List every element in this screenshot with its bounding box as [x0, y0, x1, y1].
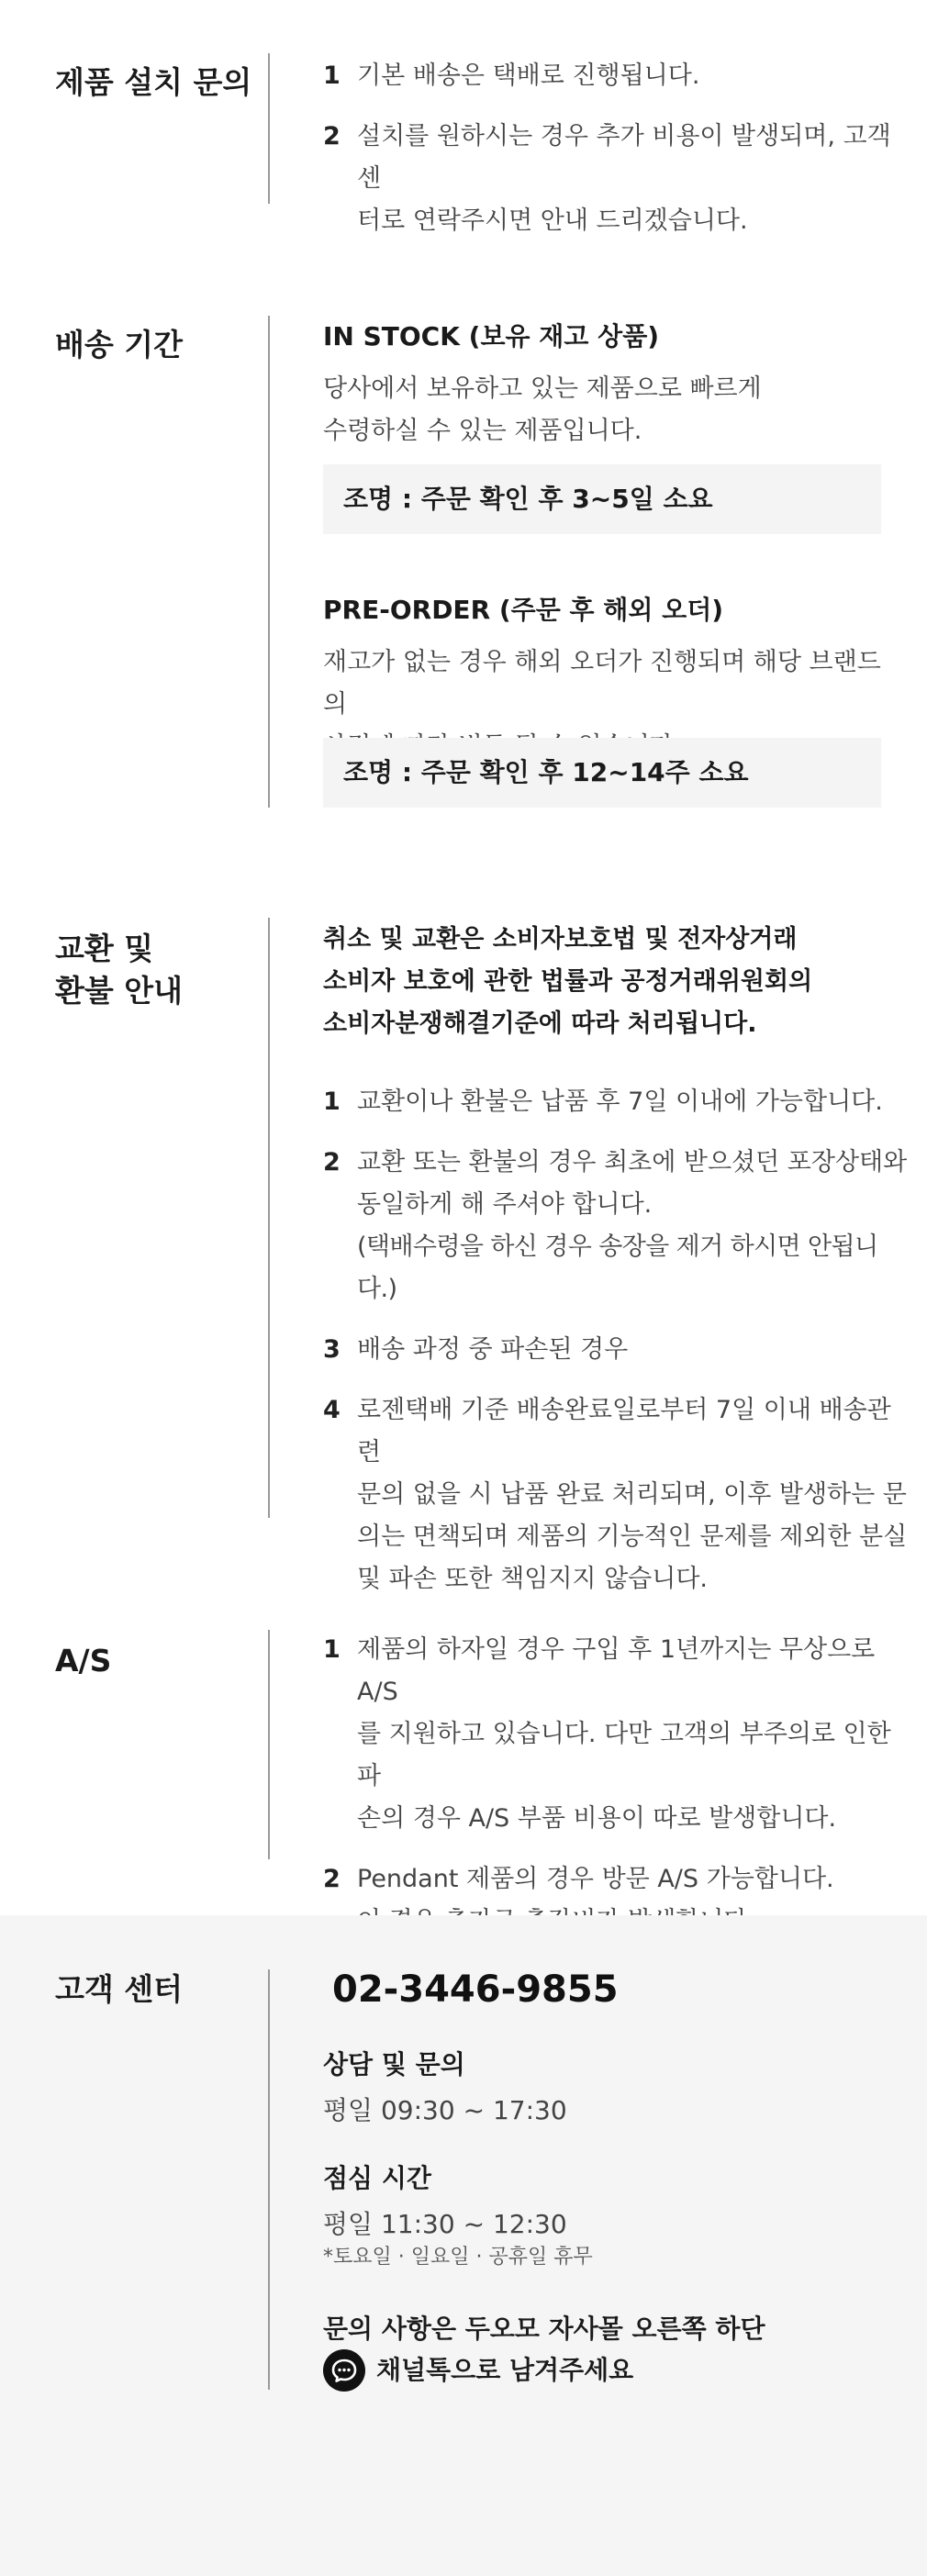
- phone-number[interactable]: 02-3446-9855: [332, 1968, 619, 2011]
- shipping-divider: [268, 316, 270, 808]
- customer-center-title: 고객 센터: [55, 1971, 184, 2007]
- as-list: [323, 1629, 892, 1943]
- item-text: 교환 또는 환불의 경우 최초에 받으셨던 포장상태와: [357, 1148, 908, 1176]
- inquiry-guide: 문의 사항은 두오모 자사몰 오른쪽 하단: [323, 2314, 765, 2344]
- desc-line: 수령하실 수 있는 제품입니다.: [323, 417, 642, 445]
- item-text: 문의 없을 시 납품 완료 처리되며, 이후 발생하는 문: [357, 1480, 907, 1509]
- holiday-note: *토요일 · 일요일 · 공휴일 휴무: [323, 2246, 593, 2269]
- item-text: 손의 경우 A/S 부품 비용이 따로 발생합니다.: [357, 1804, 837, 1833]
- list-item: [323, 1142, 910, 1310]
- refund-lead: [323, 919, 892, 1045]
- item-text: 터로 연락주시면 안내 드리겠습니다.: [357, 206, 748, 235]
- item-text: 를 지원하고 있습니다. 다만 고객의 부주의로 인한 파: [357, 1720, 891, 1790]
- lead-line: 취소 및 교환은 소비자보호법 및 전자상거래: [323, 925, 798, 953]
- item-text: 기본 배송은 택배로 진행됩니다.: [357, 61, 700, 90]
- item-text: 동일하게 해 주셔야 합니다.: [357, 1190, 653, 1219]
- lunch-hours: 평일 11:30 ~ 12:30: [323, 2209, 567, 2239]
- item-number: 3: [323, 1335, 341, 1364]
- chat-bubble-icon[interactable]: [323, 2349, 365, 2392]
- shipping-title: 배송 기간: [55, 327, 184, 362]
- item-text: (택배수령을 하신 경우 송장을 제거 하시면 안됩니다.): [357, 1232, 878, 1303]
- refund-list: [323, 1081, 910, 1600]
- lunch-label: 점심 시간: [323, 2163, 431, 2193]
- item-text: 로젠택배 기준 배송완료일로부터 7일 이내 배송관련: [357, 1396, 891, 1466]
- in-stock-lead-time: 조명 : 주문 확인 후 3~5일 소요: [323, 464, 881, 534]
- list-item: [323, 116, 892, 242]
- item-number: 4: [323, 1396, 341, 1424]
- list-item: [323, 1329, 910, 1371]
- item-number: 2: [323, 1148, 341, 1176]
- lead-line: 소비자 보호에 관한 법률과 공정거래위원회의: [323, 967, 813, 996]
- channel-talk-link[interactable]: 채널톡으로 남겨주세요: [376, 2355, 634, 2385]
- item-number: 2: [323, 1865, 341, 1893]
- lead-line: 소비자분쟁해결기준에 따라 처리됩니다.: [323, 1009, 757, 1038]
- title-line: 교환 및: [55, 931, 154, 966]
- item-text: 의는 면책되며 제품의 기능적인 문제를 제외한 분실: [357, 1522, 908, 1551]
- as-title: A/S: [55, 1643, 112, 1678]
- consult-label: 상담 및 문의: [323, 2049, 465, 2080]
- install-divider: [268, 53, 270, 204]
- item-text: 설치를 원하시는 경우 추가 비용이 발생되며, 고객 센: [357, 122, 891, 193]
- list-item: [323, 1389, 910, 1600]
- in-stock-desc: [323, 368, 892, 452]
- item-text: 교환이나 환불은 납품 후 7일 이내에 가능합니다.: [357, 1087, 883, 1116]
- item-number: 2: [323, 122, 341, 151]
- desc-line: 당사에서 보유하고 있는 제품으로 빠르게: [323, 374, 762, 403]
- item-text: 배송 과정 중 파손된 경우: [357, 1335, 629, 1364]
- pre-order-heading: PRE-ORDER (주문 후 해외 오더): [323, 595, 724, 625]
- refund-divider: [268, 918, 270, 1518]
- consult-hours: 평일 09:30 ~ 17:30: [323, 2095, 567, 2125]
- install-list: [323, 55, 892, 242]
- item-number: 1: [323, 1635, 341, 1664]
- item-number: 1: [323, 1087, 341, 1116]
- refund-title: [55, 928, 183, 1012]
- list-item: [323, 1629, 892, 1840]
- list-item: [323, 1081, 910, 1123]
- item-text: 및 파손 또한 책임지지 않습니다.: [357, 1565, 708, 1593]
- list-item: [323, 55, 892, 97]
- pre-order-lead-time: 조명 : 주문 확인 후 12~14주 소요: [323, 738, 881, 808]
- item-text: 제품의 하자일 경우 구입 후 1년까지는 무상으로 A/S: [357, 1635, 876, 1706]
- install-title: 제품 설치 문의: [55, 64, 252, 100]
- as-divider: [268, 1630, 270, 1859]
- title-line: 환불 안내: [55, 973, 184, 1009]
- in-stock-heading: IN STOCK (보유 재고 상품): [323, 321, 660, 351]
- item-number: 1: [323, 61, 341, 90]
- desc-line: 재고가 없는 경우 해외 오더가 진행되며 해당 브랜드의: [323, 648, 881, 719]
- item-text: Pendant 제품의 경우 방문 A/S 가능합니다.: [357, 1865, 834, 1893]
- customer-center-divider: [268, 1969, 270, 2390]
